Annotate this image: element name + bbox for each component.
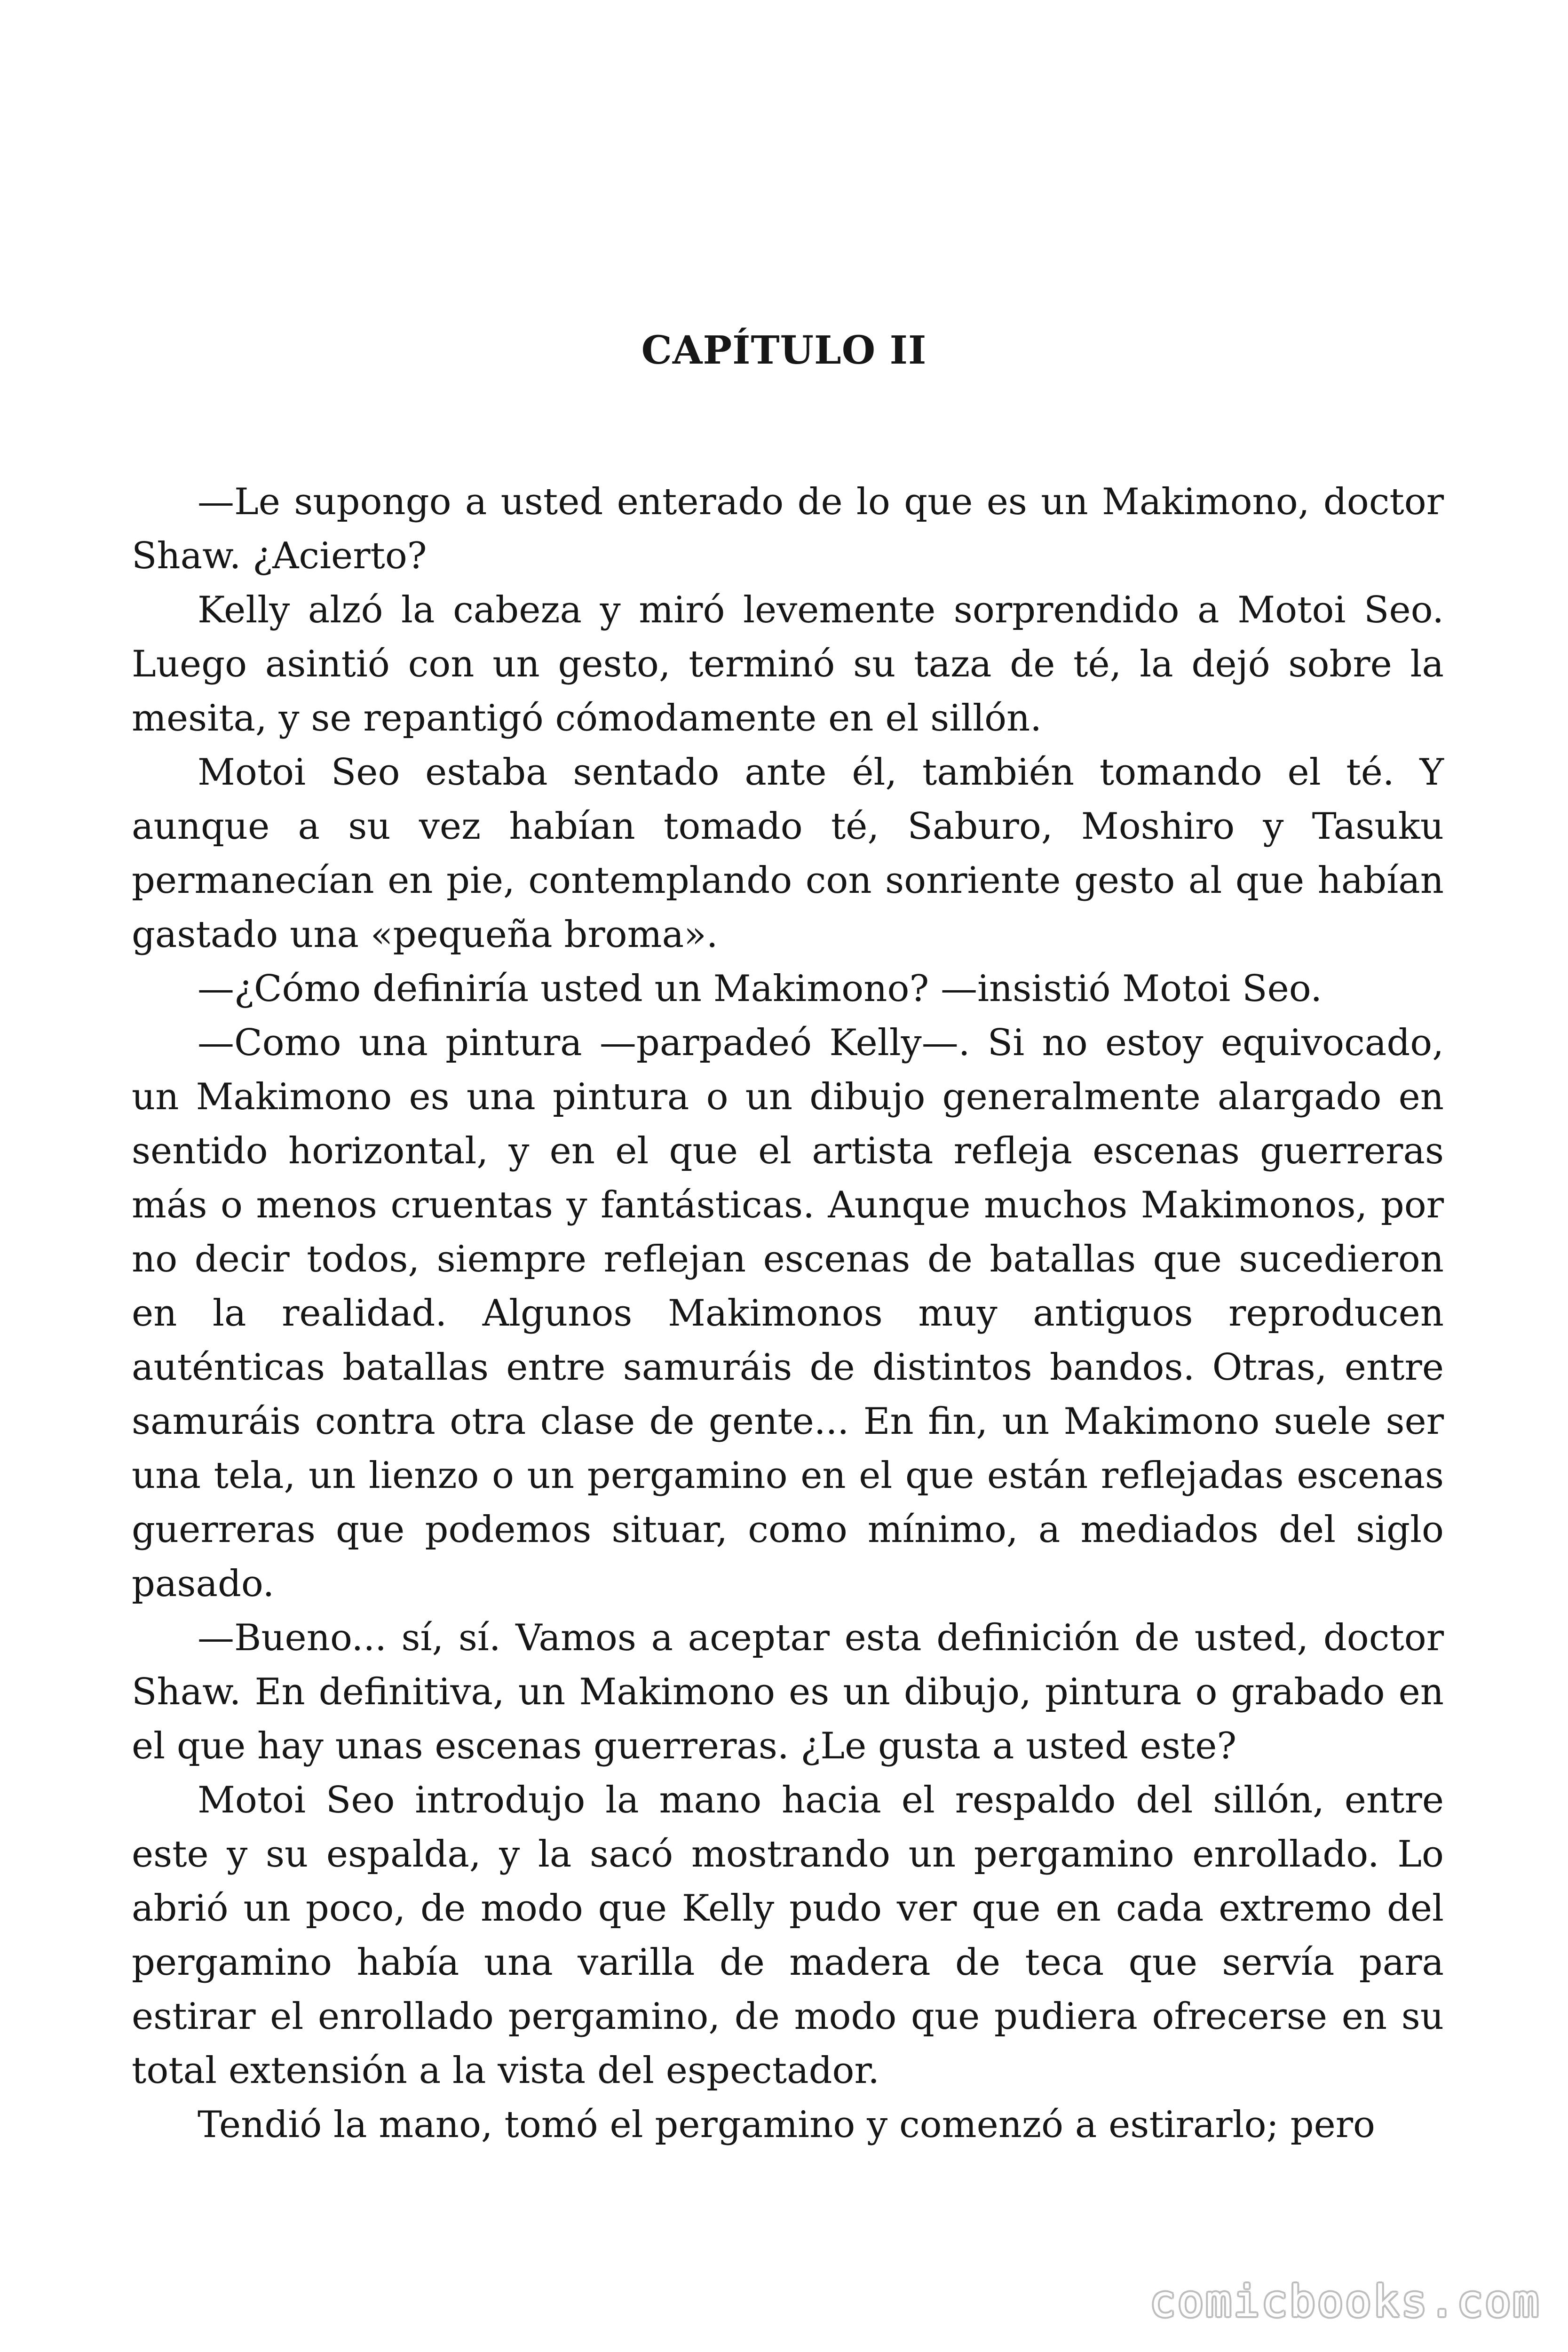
paragraph: —Le supongo a usted enterado de lo que es un Makimono, doctor Shaw. ¿Acierto?	[132, 481, 1444, 577]
paragraph: Kelly alzó la cabeza y miró levemente sorprendido a Motoi Seo. Luego asintió con un gesto, terminó su taza de té, la dejó sobre la mesita, y se repantigó cómodamente en el sillón.	[132, 589, 1444, 739]
paragraph: Motoi Seo introdujo la mano hacia el respaldo del sillón, entre este y su espalda, y la sacó mostrando un pergamino enrollado. Lo abrió un poco, de modo que Kelly pudo ver que en cada extremo del pergamino había una varilla de madera de teca que servía para estirar el enrollado pergamino, de modo que pudiera ofrecerse en su total extensión a la vista del espectador.	[132, 1779, 1444, 2092]
paragraph: Motoi Seo estaba sentado ante él, también tomando el té. Y aunque a su vez habían tomado té, Saburo, Moshiro y Tasuku permanecían en pie, contemplando con sonriente gesto al que habían gastado una «pequeña broma».	[132, 751, 1444, 956]
paragraph: —Como una pintura —parpadeó Kelly—. Si no estoy equivocado, un Makimono es una pintura o un dibujo generalmente alargado en sentido horizontal, y en el que el artista refleja escenas guerreras más o menos cruentas y fantásticas. Aunque muchos Makimonos, por no decir todos, siempre reflejan escenas de batallas que sucedieron en la realidad. Algunos Makimonos muy antiguos reproducen auténticas batallas entre samuráis de distintos bandos. Otras, entre samuráis contra otra clase de gente... En fin, un Makimono suele ser una tela, un lienzo o un pergamino en el que están reflejadas escenas guerreras que podemos situar, como mínimo, a mediados del siglo pasado.	[132, 1022, 1444, 1605]
paragraph: —¿Cómo definiría usted un Makimono? —insistió Motoi Seo.	[198, 968, 1323, 1010]
watermark: comicbooks.com	[1149, 2276, 1541, 2327]
paragraph: —Bueno... sí, sí. Vamos a aceptar esta definición de usted, doctor Shaw. En definitiva, un Makimono es un dibujo, pintura o grabado en el que hay unas escenas guerreras. ¿Le gusta a usted este?	[132, 1617, 1444, 1767]
paragraph: Tendió la mano, tomó el pergamino y comenzó a estirarlo; pero	[198, 2104, 1375, 2146]
chapter-title: CAPÍTULO II	[641, 328, 927, 373]
chapter-body	[132, 475, 1444, 2152]
